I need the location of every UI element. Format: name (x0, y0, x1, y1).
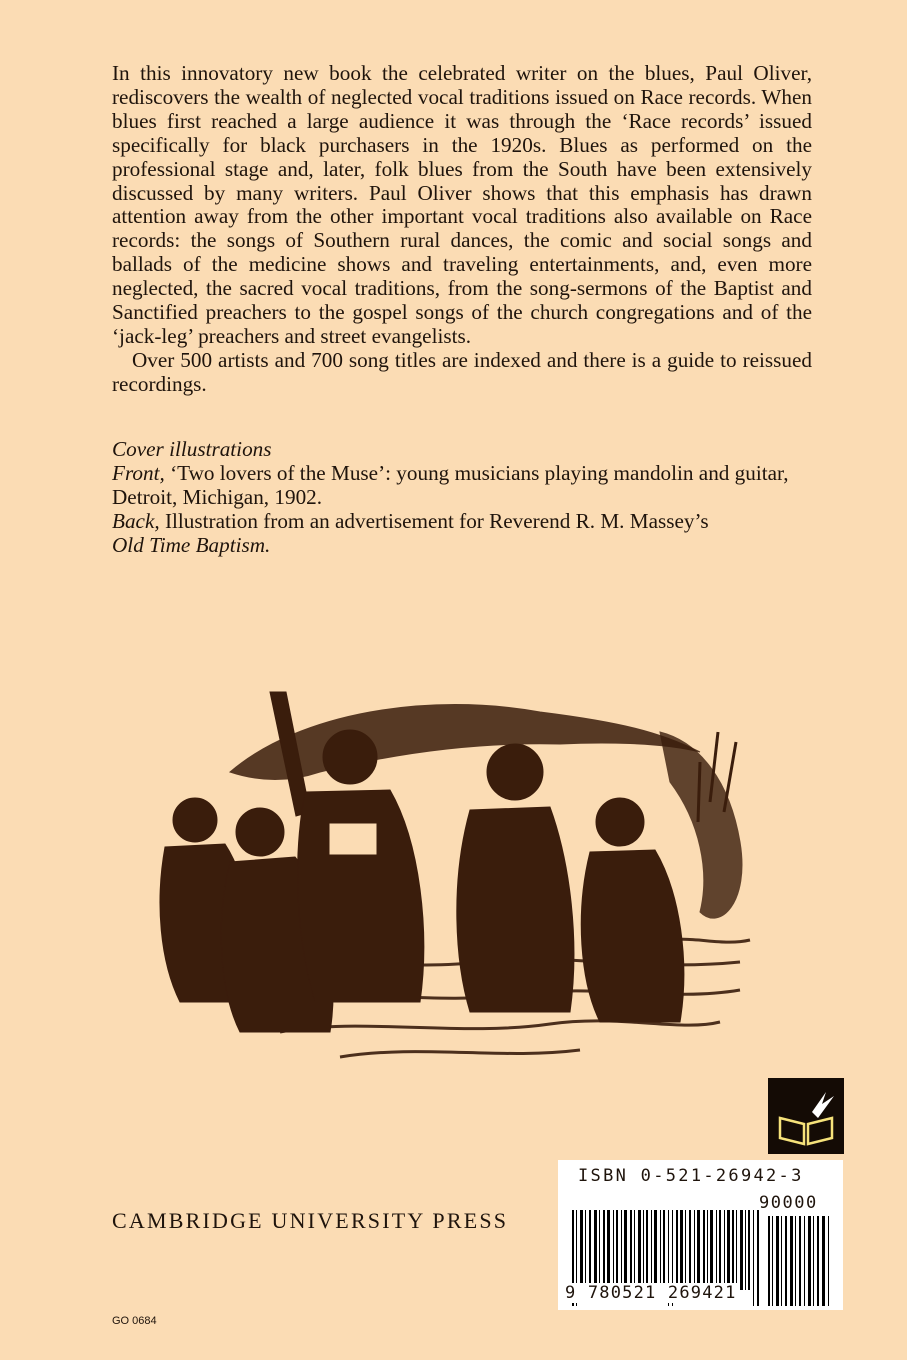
open-book-icon (768, 1078, 844, 1154)
front-credit (112, 462, 812, 510)
credits-heading: Cover illustrations (112, 437, 272, 461)
barcode-digits: 9 780521 269421 (565, 1283, 737, 1303)
cover-credits (112, 438, 812, 558)
product-code: GO 0684 (112, 1315, 157, 1327)
baptism-illustration (100, 672, 800, 1072)
isbn-label: ISBN 0-521-26942-3 (578, 1166, 804, 1186)
back-title: Old Time Baptism. (112, 532, 271, 557)
publisher-name: CAMBRIDGE UNIVERSITY PRESS (112, 1208, 509, 1233)
front-text: ‘Two lovers of the Muse’: young musicians playing mandolin and guitar, Detroit, Michigan, 1902. (112, 460, 789, 509)
blurb (112, 62, 812, 397)
back-label: Back, (112, 508, 160, 533)
blurb-paragraph-1: In this innovatory new book the celebrated writer on the blues, Paul Oliver, rediscovers the wealth of neglected vocal traditions issued on Race records. When blues first reached a large audience it was through the ‘Race records’ issued specifically for black purchasers in the 1920s. Blues as performed on the professional stage and, later, folk blues from the South have been extensively discussed by many writers. Paul Oliver shows that this emphasis has drawn attention away from the other important vocal traditions also available on Race records: the songs of Southern rural dances, the comic and social songs and ballads of the medicine shows and traveling entertainments, and, even more neglected, the sacred vocal traditions, from the song-sermons of the Baptist and Sanctified preachers to the gospel songs of the church congregations and of the ‘jack-leg’ preachers and street evangelists. (112, 61, 812, 348)
blurb-paragraph-2: Over 500 artists and 700 song titles are indexed and there is a guide to reissued recordings. (112, 347, 812, 396)
back-text: Illustration from an advertisement for Reverend R. M. Massey’s (164, 508, 709, 533)
back-credit (112, 510, 812, 534)
publisher-logo (768, 1078, 844, 1154)
front-label: Front, (112, 460, 165, 485)
price-addon: 90000 (759, 1193, 818, 1213)
